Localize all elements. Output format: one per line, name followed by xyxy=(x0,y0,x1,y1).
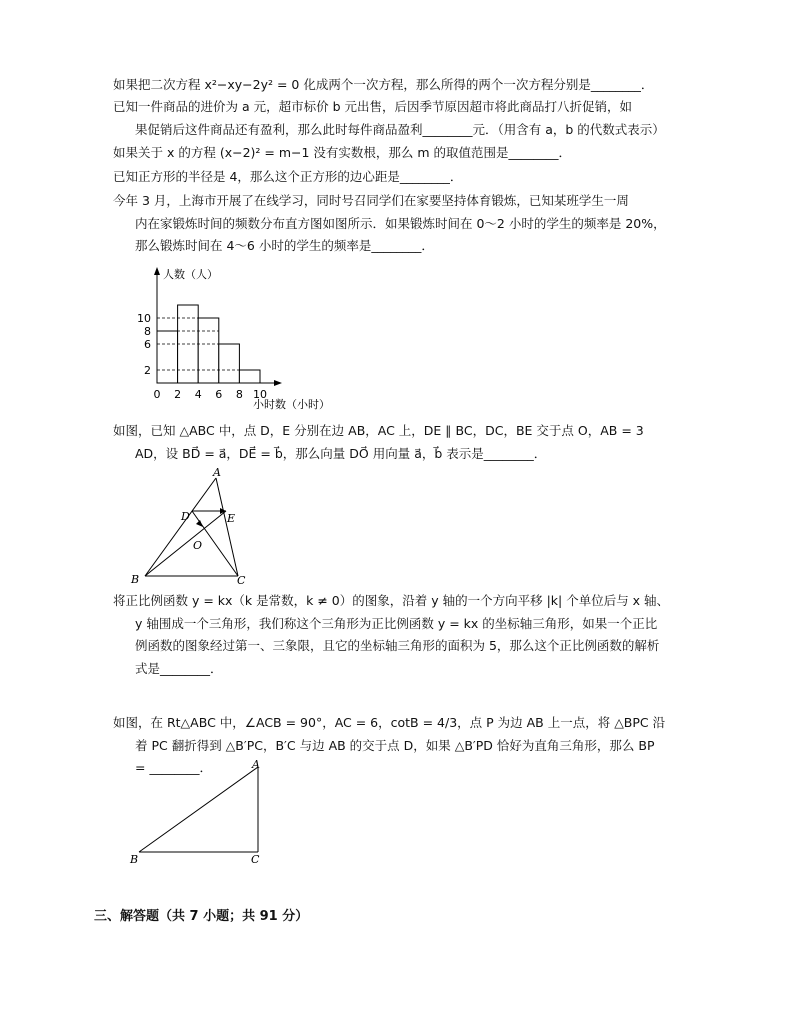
question-17 xyxy=(113,590,713,680)
question-18-line-1: 如图，在 Rt△ABC 中，∠ACB = 90°，AC = 6，cotB = 4/3，点 P 为边 AB 上一点，将 △BPC 沿 xyxy=(113,715,666,730)
question-18-line-3: = ________． xyxy=(135,760,212,775)
figure-18-right-triangle xyxy=(125,755,270,867)
y-tick-label: 2 xyxy=(144,364,151,377)
question-12-line-2: 果促销后这件商品还有盈利，那么此时每件商品盈利________元．（用含有 a，b 的代数式表示） xyxy=(135,121,665,137)
question-12 xyxy=(113,96,713,141)
question-17-line-1: 将正比例函数 y = kx（k 是常数，k ≠ 0）的图象，沿着 y 轴的一个方向平移 |k| 个单位后与 x 轴、 xyxy=(113,593,670,608)
label-c: C xyxy=(251,853,260,866)
question-15-line-3: 那么锻炼时间在 4～6 小时的学生的频率是________． xyxy=(135,238,434,253)
question-15 xyxy=(113,190,713,258)
question-11 xyxy=(113,74,713,97)
y-axis-label: 人数（人） xyxy=(163,268,218,281)
y-axis-arrow xyxy=(154,267,160,275)
x-tick-label: 2 xyxy=(174,388,182,401)
question-15-line-2: 内在家锻炼时间的频数分布直方图如图所示．如果锻炼时间在 0～2 小时的学生的频率是 20%， xyxy=(135,215,666,231)
x-tick-label: 6 xyxy=(215,388,223,401)
histogram-bar-1 xyxy=(157,331,178,383)
question-13-text: 如果关于 x 的方程 (x−2)² = m−1 没有实数根，那么 m 的取值范围是________． xyxy=(113,145,572,160)
label-a: A xyxy=(252,758,260,771)
question-18-line-2: 着 PC 翻折得到 △B′PC，B′C 与边 AB 的交于点 D，如果 △B′PD 恰好为直角三角形，那么 BP xyxy=(135,737,655,753)
vector-do-arrow xyxy=(196,520,203,527)
figure-16-triangle xyxy=(125,466,265,590)
label-o: O xyxy=(193,539,203,552)
question-17-line-3: 例函数的图象经过第一、三象限，且它的坐标轴三角形的面积为 5，那么这个正比例函数的解析 xyxy=(135,638,660,653)
question-11-text: 如果把二次方程 x²−xy−2y² = 0 化成两个一次方程，那么所得的两个一次方程分别是________． xyxy=(113,77,654,92)
question-14 xyxy=(113,166,713,189)
question-16 xyxy=(113,420,713,465)
label-c: C xyxy=(237,574,246,587)
question-16-line-2: AD，设 BD⃗ = a⃗，DE⃗ = b⃗，那么向量 DO⃗ 用向量 a⃗，b⃗ 表示是________． xyxy=(135,445,547,461)
x-tick-label: 10 xyxy=(253,388,267,401)
label-b: B xyxy=(131,573,140,586)
y-tick-label: 6 xyxy=(144,338,151,351)
histogram-bar-3 xyxy=(198,318,219,383)
x-tick-label: 0 xyxy=(153,388,161,401)
label-a: A xyxy=(213,466,221,479)
label-b: B xyxy=(130,853,139,866)
y-tick-label: 10 xyxy=(137,312,151,325)
histogram-bar-5 xyxy=(239,370,260,383)
side-ab xyxy=(139,767,258,852)
question-14-text: 已知正方形的半径是 4，那么这个正方形的边心距是________． xyxy=(113,169,463,184)
x-tick-label: 8 xyxy=(235,388,243,401)
label-d: D xyxy=(181,510,190,523)
question-17-line-4: 式是________． xyxy=(135,660,223,676)
x-tick-label: 4 xyxy=(194,388,202,401)
y-tick-label: 8 xyxy=(144,325,151,338)
question-16-line-1: 如图，已知 △ABC 中，点 D，E 分别在边 AB，AC 上，DE ∥ BC，DC，BE 交于点 O，AB = 3 xyxy=(113,423,644,438)
section-heading: 三、解答题（共 7 小题；共 91 分） xyxy=(94,909,309,924)
question-17-line-2: y 轴围成一个三角形，我们称这个三角形为正比例函数 y = kx 的坐标轴三角形，如果一个正比 xyxy=(135,615,658,631)
histogram-bar-4 xyxy=(219,344,240,383)
label-e: E xyxy=(227,512,236,525)
x-axis-label: 小时数（小时） xyxy=(253,398,330,411)
histogram-chart xyxy=(135,262,365,417)
x-axis-arrow xyxy=(274,380,282,386)
question-13 xyxy=(113,142,713,165)
question-12-line-1: 已知一件商品的进价为 a 元，超市标价 b 元出售，后因季节原因超市将此商品打八折促销，如 xyxy=(113,99,632,114)
question-15-line-1: 今年 3 月，上海市开展了在线学习，同时号召同学们在家要坚持体育锻炼，已知某班学生一周 xyxy=(113,193,629,208)
